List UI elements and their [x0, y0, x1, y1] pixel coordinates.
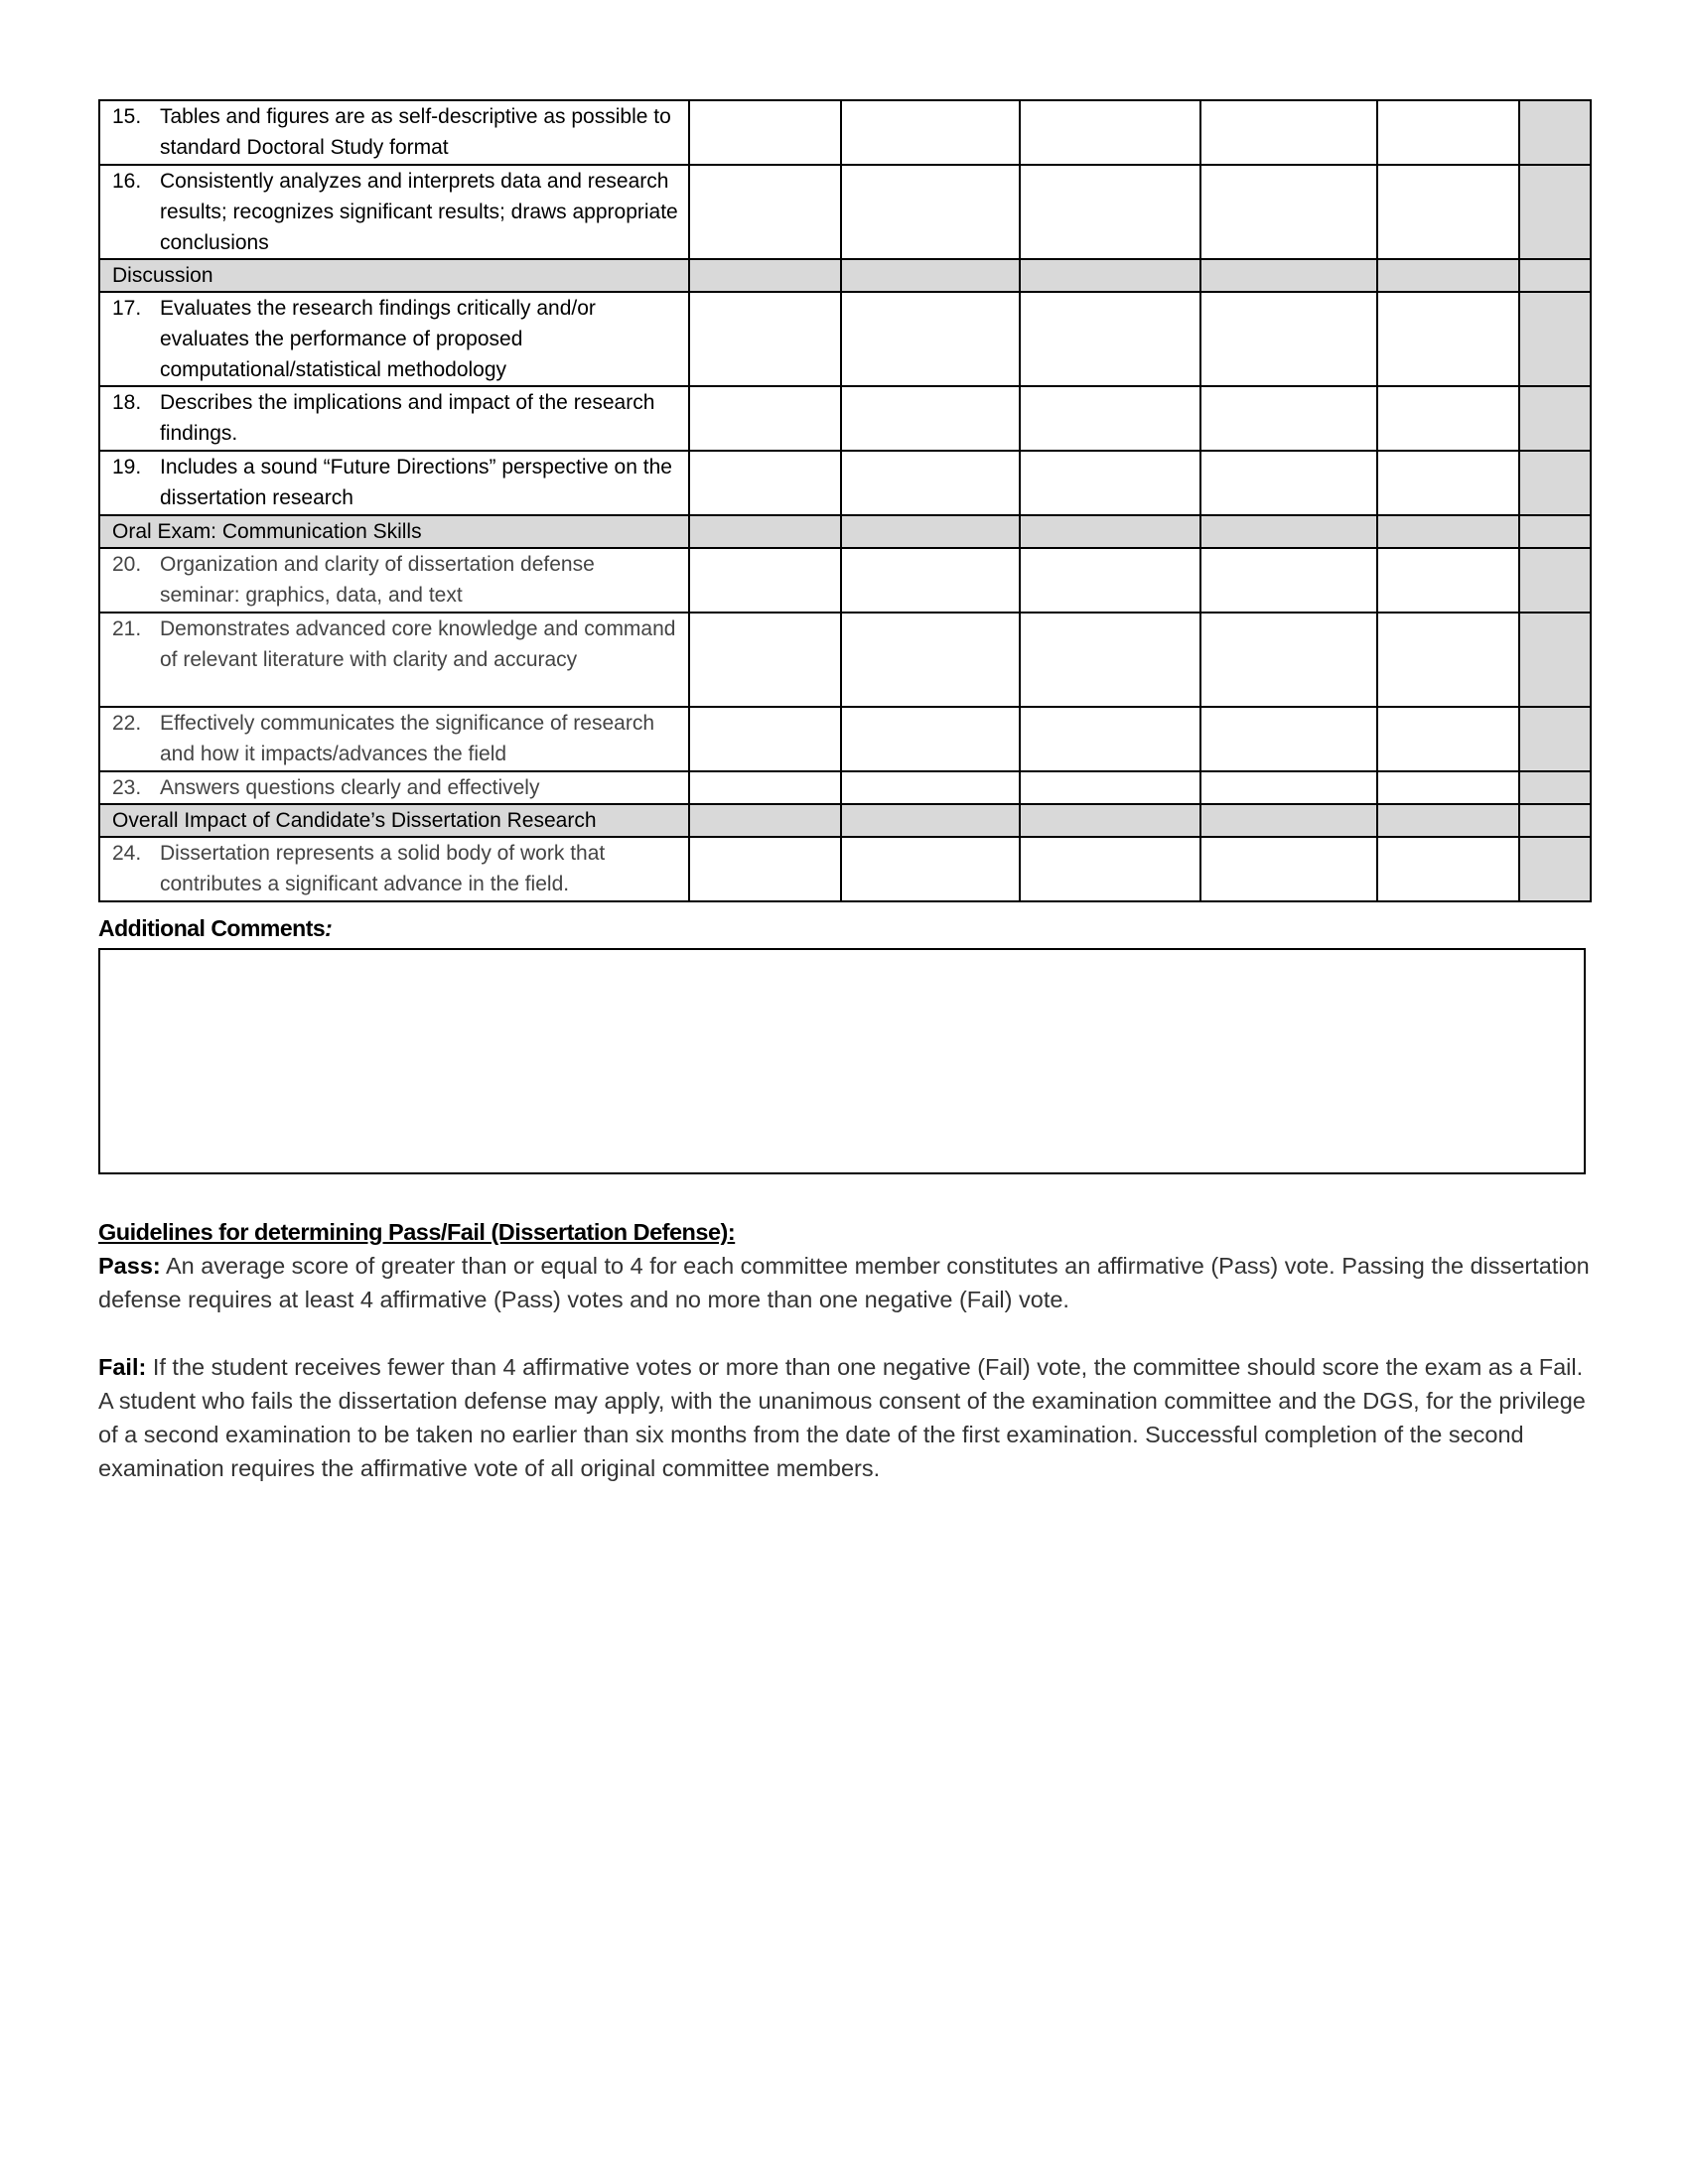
score-cell[interactable]	[689, 548, 841, 613]
section-header-cell	[1020, 804, 1200, 837]
criterion-number: 16.	[112, 170, 142, 193]
criterion-text-block	[100, 614, 688, 675]
criterion-row	[99, 292, 1591, 386]
criterion-number: 19.	[112, 456, 142, 478]
score-cell[interactable]	[1020, 548, 1200, 613]
section-header-cell	[1519, 515, 1591, 548]
score-cell[interactable]	[1377, 548, 1519, 613]
criterion-text: Demonstrates advanced core knowledge and command of relevant literature with clarity and accuracy	[160, 617, 676, 671]
score-cell[interactable]	[1020, 837, 1200, 901]
section-header-cell	[1200, 804, 1377, 837]
section-header-cell	[1020, 259, 1200, 292]
pass-fail-guidelines	[98, 1215, 1598, 1485]
score-cell[interactable]	[841, 386, 1020, 451]
criterion-text: Effectively communicates the significance of research and how it impacts/advances the field	[160, 712, 655, 765]
criterion-cell	[99, 100, 689, 165]
score-cell[interactable]	[841, 451, 1020, 515]
criterion-row	[99, 548, 1591, 613]
criterion-text-block	[100, 838, 688, 899]
shaded-cell	[1519, 771, 1591, 804]
score-cell[interactable]	[1200, 451, 1377, 515]
section-label: Discussion	[112, 264, 213, 287]
section-header-cell	[841, 259, 1020, 292]
score-cell[interactable]	[689, 292, 841, 386]
criterion-text: Consistently analyzes and interprets data and research results; recognizes significant results; draws appropriate conclusions	[160, 170, 678, 254]
criterion-number: 17.	[112, 297, 142, 320]
criterion-number: 24.	[112, 842, 142, 865]
section-header-cell	[841, 804, 1020, 837]
score-cell[interactable]	[1200, 613, 1377, 707]
criterion-text: Tables and figures are as self-descriptive as possible to standard Doctoral Study format	[160, 105, 671, 159]
criterion-number: 20.	[112, 553, 142, 576]
score-cell[interactable]	[1200, 292, 1377, 386]
criterion-cell	[99, 292, 689, 386]
score-cell[interactable]	[1020, 771, 1200, 804]
score-cell[interactable]	[1377, 771, 1519, 804]
pass-label: Pass:	[98, 1253, 161, 1279]
comments-label-colon: :	[325, 915, 333, 941]
score-cell[interactable]	[1020, 386, 1200, 451]
shaded-cell	[1519, 292, 1591, 386]
criterion-cell	[99, 451, 689, 515]
score-cell[interactable]	[841, 100, 1020, 165]
score-cell[interactable]	[1200, 771, 1377, 804]
score-cell[interactable]	[1377, 451, 1519, 515]
shaded-cell	[1519, 386, 1591, 451]
shaded-cell	[1519, 707, 1591, 771]
criterion-number: 23.	[112, 776, 142, 799]
section-header-cell	[689, 515, 841, 548]
score-cell[interactable]	[1020, 292, 1200, 386]
score-cell[interactable]	[689, 100, 841, 165]
shaded-cell	[1519, 165, 1591, 259]
section-header-cell	[841, 515, 1020, 548]
section-label-cell	[99, 259, 689, 292]
score-cell[interactable]	[1377, 837, 1519, 901]
score-cell[interactable]	[1377, 613, 1519, 707]
criterion-cell	[99, 613, 689, 707]
criterion-text: Evaluates the research findings critically and/or evaluates the performance of proposed computational/statistical methodology	[160, 297, 596, 381]
criterion-row	[99, 837, 1591, 901]
criterion-row	[99, 707, 1591, 771]
fail-paragraph	[98, 1350, 1598, 1485]
score-cell[interactable]	[841, 165, 1020, 259]
additional-comments-label	[98, 915, 332, 942]
score-cell[interactable]	[689, 386, 841, 451]
score-cell[interactable]	[1020, 165, 1200, 259]
criterion-text-block	[100, 387, 688, 449]
criterion-text-block	[100, 708, 688, 769]
score-cell[interactable]	[1377, 292, 1519, 386]
score-cell[interactable]	[841, 707, 1020, 771]
score-cell[interactable]	[1020, 100, 1200, 165]
criterion-text-block	[100, 452, 688, 513]
criterion-text: Dissertation represents a solid body of work that contributes a significant advance in the field.	[160, 842, 606, 895]
criterion-text: Organization and clarity of dissertation defense seminar: graphics, data, and text	[160, 553, 595, 607]
score-cell[interactable]	[1200, 548, 1377, 613]
score-cell[interactable]	[841, 548, 1020, 613]
criterion-text-block	[100, 772, 688, 803]
criterion-cell	[99, 548, 689, 613]
shaded-cell	[1519, 548, 1591, 613]
section-header-cell	[689, 804, 841, 837]
shaded-cell	[1519, 451, 1591, 515]
score-cell[interactable]	[1200, 386, 1377, 451]
criterion-cell	[99, 837, 689, 901]
score-cell[interactable]	[1200, 100, 1377, 165]
shaded-cell	[1519, 100, 1591, 165]
criterion-row	[99, 771, 1591, 804]
score-cell[interactable]	[1377, 100, 1519, 165]
score-cell[interactable]	[1200, 837, 1377, 901]
section-label-cell	[99, 515, 689, 548]
section-header-cell	[1377, 515, 1519, 548]
criterion-row	[99, 451, 1591, 515]
section-header-cell	[1377, 804, 1519, 837]
additional-comments-box[interactable]	[98, 948, 1586, 1174]
score-cell[interactable]	[841, 613, 1020, 707]
section-header-cell	[1020, 515, 1200, 548]
score-cell[interactable]	[689, 613, 841, 707]
criterion-cell	[99, 165, 689, 259]
evaluation-rubric-table	[98, 99, 1592, 902]
score-cell[interactable]	[1200, 707, 1377, 771]
criterion-text-block	[100, 293, 688, 385]
score-cell[interactable]	[1200, 165, 1377, 259]
score-cell[interactable]	[841, 771, 1020, 804]
shaded-cell	[1519, 613, 1591, 707]
section-label-cell	[99, 804, 689, 837]
fail-label: Fail:	[98, 1354, 147, 1380]
score-cell[interactable]	[1377, 707, 1519, 771]
criterion-number: 18.	[112, 391, 142, 414]
score-cell[interactable]	[689, 771, 841, 804]
criterion-cell	[99, 707, 689, 771]
criterion-row	[99, 100, 1591, 165]
section-header-row	[99, 259, 1591, 292]
score-cell[interactable]	[1377, 165, 1519, 259]
fail-text: If the student receives fewer than 4 affirmative votes or more than one negative (Fail) vote, the committee should score the exam as a Fail. A student who fails the dissertation defense may apply, with the unanimous consent of the examination committee and the DGS, for the privilege of a second examination to be taken no earlier than six months from the date of the first examination. Successful completion of the second examination requires the affirmative vote of all original committee members.	[98, 1354, 1586, 1481]
section-header-cell	[1200, 259, 1377, 292]
section-header-cell	[1377, 259, 1519, 292]
criterion-row	[99, 165, 1591, 259]
criterion-number: 21.	[112, 617, 142, 640]
criterion-text: Describes the implications and impact of the research findings.	[160, 391, 655, 445]
section-header-cell	[1200, 515, 1377, 548]
criterion-row	[99, 386, 1591, 451]
criterion-text-block	[100, 101, 688, 163]
score-cell[interactable]	[1020, 613, 1200, 707]
score-cell[interactable]	[841, 837, 1020, 901]
pass-paragraph	[98, 1249, 1598, 1316]
score-cell[interactable]	[841, 292, 1020, 386]
guidelines-title: Guidelines for determining Pass/Fail (Dissertation Defense):	[98, 1219, 736, 1245]
criterion-row	[99, 613, 1591, 707]
criterion-text-block	[100, 166, 688, 258]
rubric-body	[99, 100, 1591, 901]
score-cell[interactable]	[689, 707, 841, 771]
score-cell[interactable]	[689, 451, 841, 515]
criterion-cell	[99, 386, 689, 451]
score-cell[interactable]	[689, 165, 841, 259]
section-label: Overall Impact of Candidate’s Dissertation Research	[112, 809, 597, 832]
score-cell[interactable]	[1020, 707, 1200, 771]
section-header-row	[99, 515, 1591, 548]
pass-text: An average score of greater than or equal to 4 for each committee member constitutes an affirmative (Pass) vote. Passing the dissertation defense requires at least 4 affirmative (Pass) votes and no more than one negative (Fail) vote.	[98, 1253, 1590, 1312]
score-cell[interactable]	[1377, 386, 1519, 451]
criterion-text-block	[100, 549, 688, 611]
section-header-cell	[1519, 259, 1591, 292]
score-cell[interactable]	[689, 837, 841, 901]
section-header-row	[99, 804, 1591, 837]
criterion-cell	[99, 771, 689, 804]
comments-label-text: Additional Comments	[98, 915, 326, 941]
section-label: Oral Exam: Communication Skills	[112, 520, 422, 543]
shaded-cell	[1519, 837, 1591, 901]
criterion-number: 22.	[112, 712, 142, 735]
criterion-number: 15.	[112, 105, 142, 128]
section-header-cell	[1519, 804, 1591, 837]
criterion-text: Answers questions clearly and effectively	[160, 776, 540, 799]
criterion-text: Includes a sound “Future Directions” perspective on the dissertation research	[160, 456, 672, 509]
score-cell[interactable]	[1020, 451, 1200, 515]
section-header-cell	[689, 259, 841, 292]
